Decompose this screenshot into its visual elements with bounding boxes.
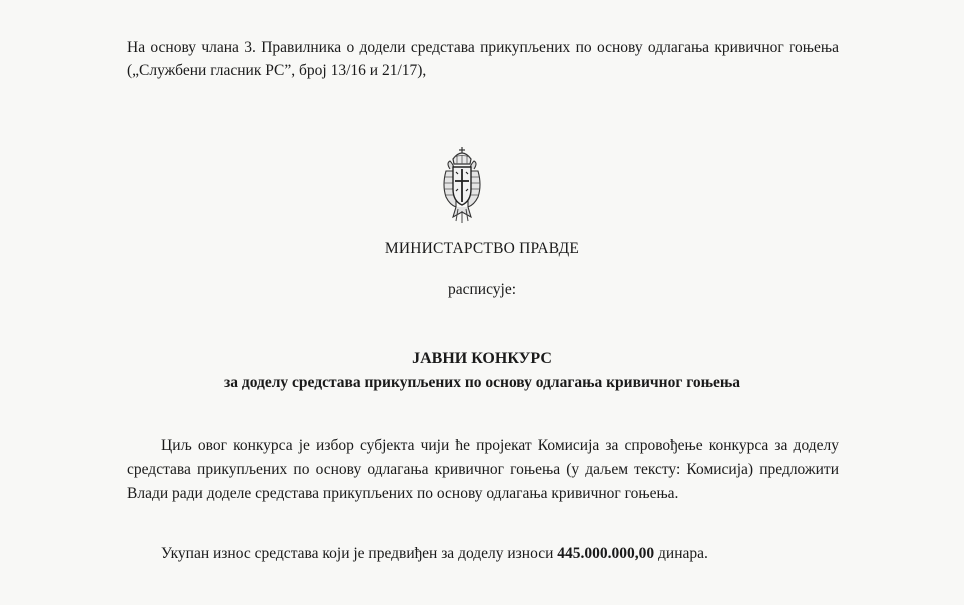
intro-paragraph: На основу члана 3. Правилника о додели средстава прикупљених по основу одлагања кривичног гоњења („Службени гласник РС”, број 13/16 и 21/17), bbox=[127, 39, 839, 79]
purpose-text: Циљ овог конкурса је избор субјекта чији ће пројекат Комисија за спровођење конкурса за доделу средстава прикупљених по основу одлагања кривичног гоњења (у даљем тексту: Комисија) предложити Влади ради доделе средстава прикупљених по основу одлагања кривичног гоњења. bbox=[127, 437, 839, 502]
document-subtitle: за доделу средстава прикупљених по основу одлагања кривичног гоњења bbox=[224, 374, 740, 391]
purpose-paragraph bbox=[127, 434, 839, 506]
document-title: ЈАВНИ КОНКУРС bbox=[412, 350, 552, 367]
announces-label: расписује: bbox=[447, 281, 517, 298]
serbian-coat-of-arms-icon bbox=[440, 145, 484, 225]
amount-prefix: Укупан износ средстава који је предвиђен за доделу износи bbox=[161, 545, 554, 562]
amount-value: 445.000.000,00 bbox=[557, 545, 655, 562]
amount-suffix: динара. bbox=[658, 545, 708, 562]
amount-paragraph bbox=[127, 542, 839, 565]
ministry-name: МИНИСТАРСТВО ПРАВДЕ bbox=[384, 240, 580, 257]
